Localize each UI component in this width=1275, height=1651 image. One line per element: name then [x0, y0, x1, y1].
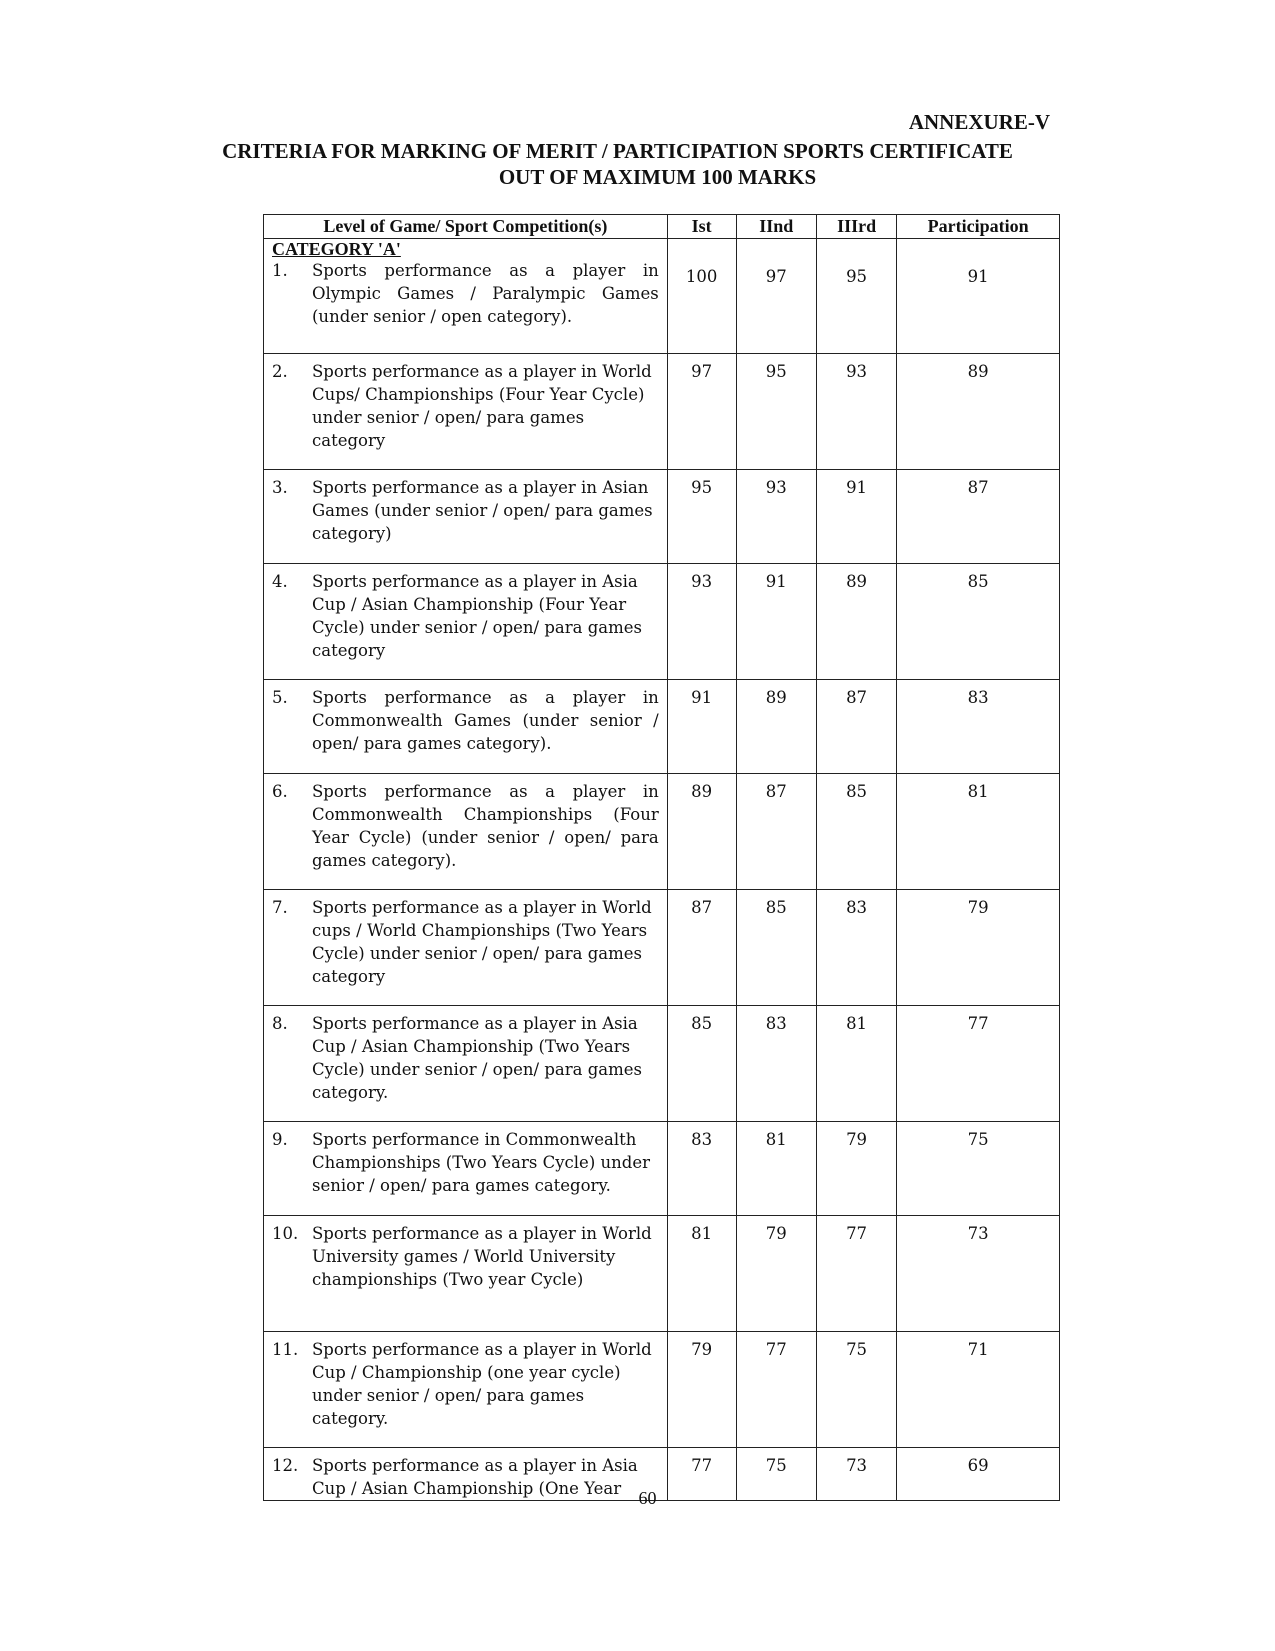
level-cell — [264, 1332, 668, 1448]
third-value: 83 — [816, 890, 896, 1006]
third-value: 85 — [816, 774, 896, 890]
header-level: Level of Game/ Sport Competition(s) — [264, 215, 668, 239]
category-label: CATEGORY 'A' — [272, 239, 401, 259]
item-number: 4. — [272, 572, 288, 591]
table-row — [264, 239, 1060, 354]
second-value: 87 — [736, 774, 816, 890]
list-item — [272, 1338, 659, 1430]
participation-value: 89 — [897, 354, 1060, 470]
list-item — [272, 1128, 659, 1197]
first-value: 77 — [667, 1448, 736, 1501]
item-number: 2. — [272, 362, 288, 381]
item-text: Sports performance in Commonwealth Championships (Two Years Cycle) under senior / open/ para games category. — [312, 1130, 650, 1195]
first-value: 93 — [667, 564, 736, 680]
third-value: 95 — [846, 267, 868, 286]
participation-value: 77 — [897, 1006, 1060, 1122]
third-cell — [816, 239, 896, 354]
second-value: 79 — [736, 1216, 816, 1332]
list-item — [272, 570, 659, 662]
participation-value: 91 — [967, 267, 989, 286]
list-item — [272, 1012, 659, 1104]
item-number: 8. — [272, 1014, 288, 1033]
table-row — [264, 1122, 1060, 1216]
level-cell — [264, 470, 668, 564]
level-cell — [264, 1216, 668, 1332]
table-row — [264, 774, 1060, 890]
table-row — [264, 680, 1060, 774]
second-value: 89 — [736, 680, 816, 774]
item-number: 11. — [272, 1340, 299, 1359]
list-item — [272, 476, 659, 545]
first-value: 83 — [667, 1122, 736, 1216]
participation-value: 73 — [897, 1216, 1060, 1332]
first-value: 89 — [667, 774, 736, 890]
item-number: 9. — [272, 1130, 288, 1149]
item-number: 5. — [272, 688, 288, 707]
second-value: 77 — [736, 1332, 816, 1448]
header-participation: Participation — [897, 215, 1060, 239]
third-value: 91 — [816, 470, 896, 564]
item-text: Sports performance as a player in Asia Cup / Asian Championship (One Year — [312, 1456, 638, 1498]
participation-cell — [897, 239, 1060, 354]
level-cell — [264, 680, 668, 774]
item-text: Sports performance as a player in World cups / World Championships (Two Years Cycle) under senior / open/ para games category — [312, 898, 652, 986]
participation-value: 83 — [897, 680, 1060, 774]
participation-value: 79 — [897, 890, 1060, 1006]
list-item — [272, 360, 659, 452]
first-value: 87 — [667, 890, 736, 1006]
participation-value: 85 — [897, 564, 1060, 680]
third-value: 93 — [816, 354, 896, 470]
level-cell — [264, 564, 668, 680]
first-value: 95 — [667, 470, 736, 564]
item-text: Sports performance as a player in World Cup / Championship (one year cycle) under senior / open/ para games category. — [312, 1340, 652, 1428]
item-text: Sports performance as a player in World Cups/ Championships (Four Year Cycle) under senior / open/ para games category — [312, 362, 652, 450]
level-cell — [264, 1006, 668, 1122]
table-row — [264, 564, 1060, 680]
participation-value: 87 — [897, 470, 1060, 564]
second-value: 83 — [736, 1006, 816, 1122]
annexure-label: ANNEXURE-V — [908, 110, 1050, 134]
second-value: 95 — [736, 354, 816, 470]
marks-table — [263, 214, 1060, 1501]
title-line-2: OUT OF MAXIMUM 100 MARKS — [498, 165, 817, 189]
item-number: 7. — [272, 898, 288, 917]
title-line-1: CRITERIA FOR MARKING OF MERIT / PARTICIPATION SPORTS CERTIFICATE — [222, 139, 1013, 163]
participation-value: 71 — [897, 1332, 1060, 1448]
item-number: 12. — [272, 1456, 299, 1475]
level-cell — [264, 1122, 668, 1216]
header-third: IIIrd — [816, 215, 896, 239]
second-value: 97 — [765, 267, 787, 286]
level-cell — [264, 354, 668, 470]
item-text: Sports performance as a player in World University games / World University championships (Two year Cycle) — [312, 1224, 652, 1289]
third-value: 73 — [816, 1448, 896, 1501]
participation-value: 81 — [897, 774, 1060, 890]
table-row — [264, 354, 1060, 470]
table-row — [264, 470, 1060, 564]
item-text: Sports performance as a player in Asia Cup / Asian Championship (Two Years Cycle) under senior / open/ para games category. — [312, 1014, 642, 1102]
list-item — [272, 780, 659, 872]
third-value: 79 — [816, 1122, 896, 1216]
header-second: IInd — [736, 215, 816, 239]
item-text: Sports performance as a player in Commonwealth Games (under senior / open/ para games category). — [312, 688, 659, 753]
level-cell — [264, 774, 668, 890]
second-value: 93 — [736, 470, 816, 564]
participation-value: 69 — [897, 1448, 1060, 1501]
second-cell — [736, 239, 816, 354]
list-item — [272, 896, 659, 988]
second-value: 81 — [736, 1122, 816, 1216]
table-row — [264, 1006, 1060, 1122]
table-row — [264, 890, 1060, 1006]
level-cell — [264, 239, 668, 354]
first-value: 85 — [667, 1006, 736, 1122]
participation-value: 75 — [897, 1122, 1060, 1216]
item-number: 6. — [272, 782, 288, 801]
level-cell — [264, 890, 668, 1006]
table-row — [264, 1332, 1060, 1448]
item-text: Sports performance as a player in Olympic Games / Paralympic Games (under senior / open category). — [312, 261, 659, 326]
second-value: 75 — [736, 1448, 816, 1501]
header-first: Ist — [667, 215, 736, 239]
third-value: 81 — [816, 1006, 896, 1122]
item-text: Sports performance as a player in Asian Games (under senior / open/ para games category) — [312, 478, 653, 543]
third-value: 75 — [816, 1332, 896, 1448]
third-value: 77 — [816, 1216, 896, 1332]
item-text: Sports performance as a player in Asia Cup / Asian Championship (Four Year Cycle) under senior / open/ para games category — [312, 572, 642, 660]
first-value: 91 — [667, 680, 736, 774]
first-value: 97 — [667, 354, 736, 470]
first-cell — [667, 239, 736, 354]
table-row — [264, 1216, 1060, 1332]
list-item — [272, 686, 659, 755]
item-number: 1. — [272, 261, 288, 280]
first-value: 100 — [685, 267, 718, 286]
list-item — [272, 259, 659, 328]
third-value: 87 — [816, 680, 896, 774]
item-number: 10. — [272, 1224, 299, 1243]
third-value: 89 — [816, 564, 896, 680]
item-text: Sports performance as a player in Commonwealth Championships (Four Year Cycle) (under senior / open/ para games category). — [312, 782, 659, 870]
item-number: 3. — [272, 478, 288, 497]
second-value: 91 — [736, 564, 816, 680]
table-header-row — [264, 215, 1060, 239]
second-value: 85 — [736, 890, 816, 1006]
page-number: 60 — [638, 1488, 657, 1508]
first-value: 81 — [667, 1216, 736, 1332]
list-item — [272, 1222, 659, 1291]
document-title — [0, 138, 1275, 190]
first-value: 79 — [667, 1332, 736, 1448]
